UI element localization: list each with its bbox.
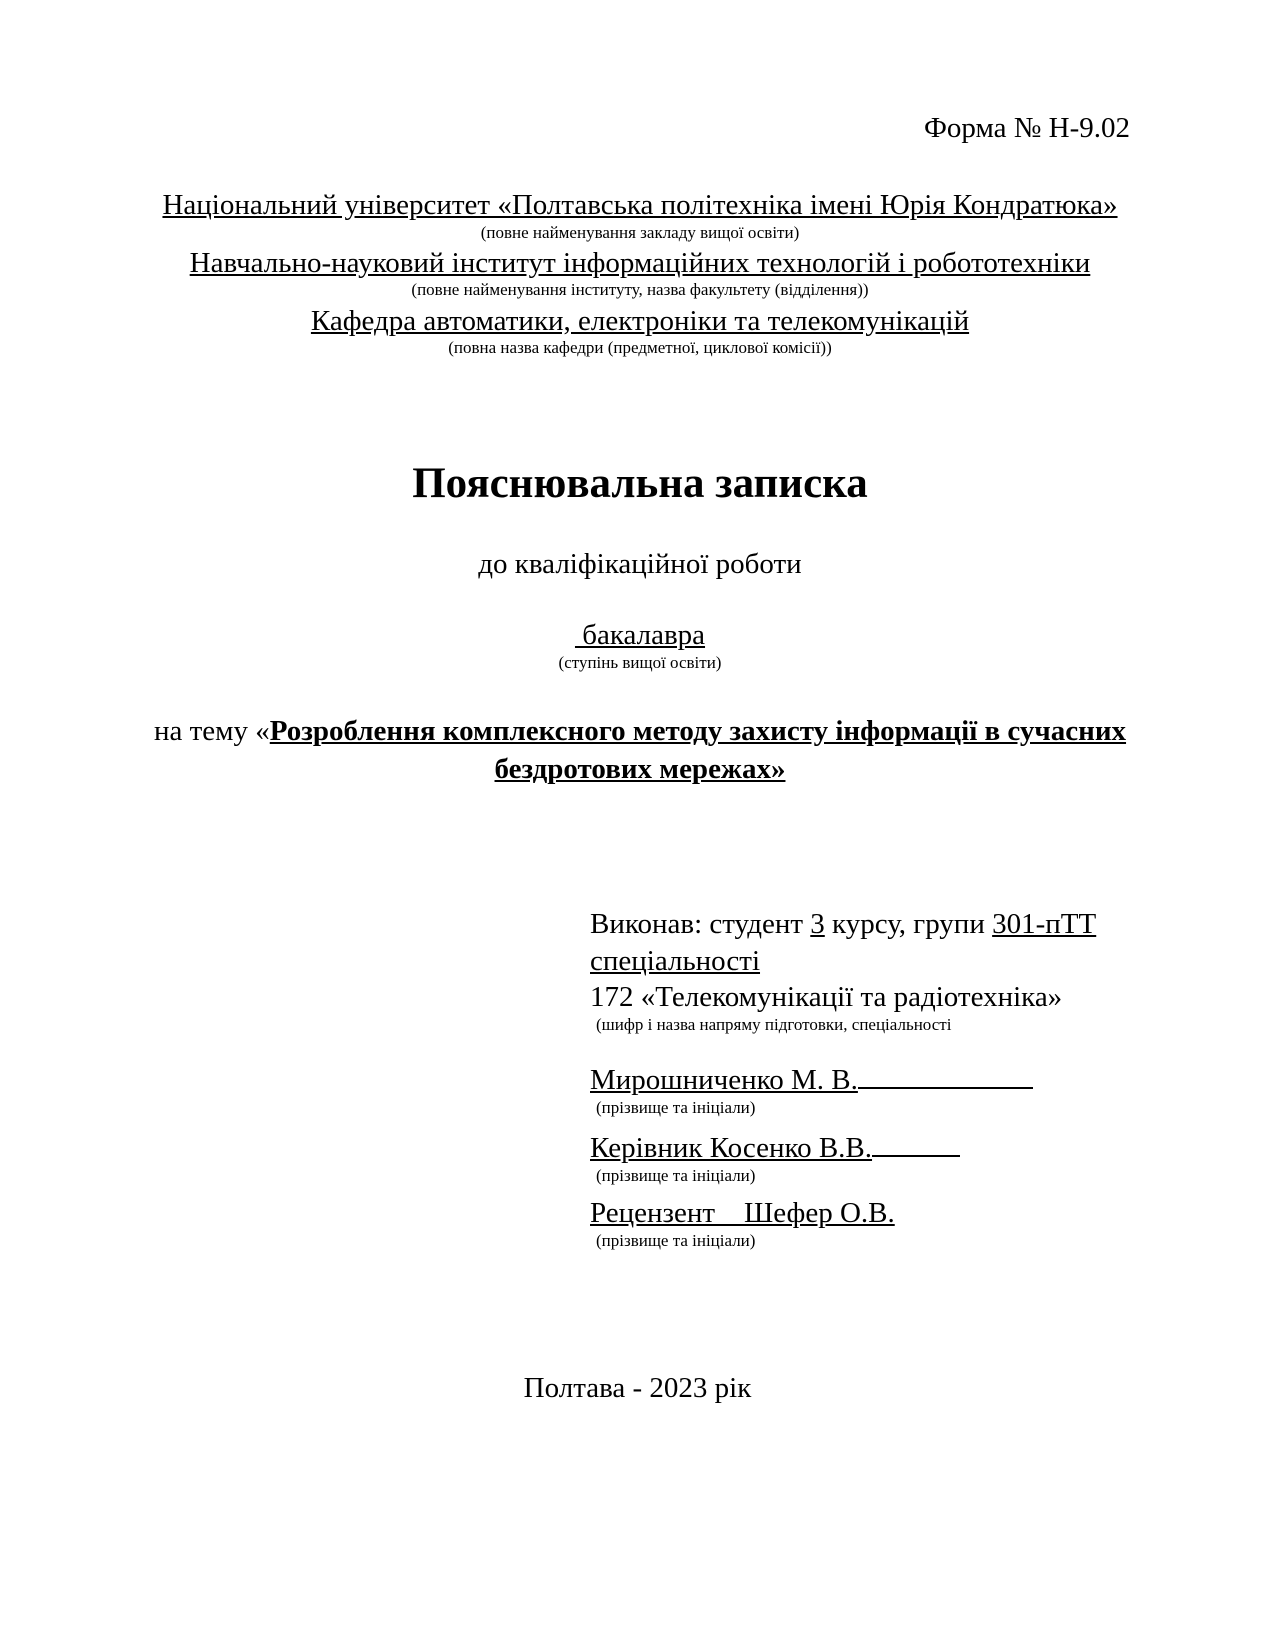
theme-line [150,713,1130,788]
city-year: Полтава - 2023 рік [523,1372,752,1404]
student-line [590,1058,1130,1098]
specialty-caption: (шифр і назва напряму підготовки, спеціальності [596,1015,952,1035]
department-caption: (повна назва кафедри (предметної, циклової комісії)) [448,338,832,358]
degree-value: бакалавра [574,619,706,652]
theme-text: Розроблення комплексного методу захисту інформації в сучасних бездротових мережах» [269,715,1127,785]
degree-caption: (ступінь вищої освіти) [558,652,722,672]
institute-caption: (повне найменування інституту, назва факультету (відділення)) [411,280,869,300]
degree-line [150,619,1130,652]
supervisor-caption: (прізвище та ініціали) [596,1166,756,1186]
supervisor-signature-line [872,1126,960,1157]
reviewer-name: Рецензент Шефер О.В. [590,1196,895,1229]
specialty-label-line [590,943,1130,979]
performed-line [590,906,1130,942]
student-name: Мирошниченко М. В. [590,1063,858,1096]
university-name: Національний університет «Полтавська політехніка імені Юрія Кондратюка» [162,189,1118,222]
reviewer-line [590,1195,1130,1231]
reviewer-caption: (прізвище та ініціали) [596,1231,756,1251]
performed-mid: курсу, групи [824,908,993,941]
supervisor-line [590,1126,1130,1166]
executor-block [590,906,1130,1251]
group-number: 301-пТТ [992,908,1097,941]
institute-name: Навчально-науковий інститут інформаційних технологій і робототехніки [189,247,1091,280]
course-number: 3 [810,908,825,941]
supervisor-name: Керівник Косенко В.В. [590,1132,873,1165]
specialty-line: 172 «Телекомунікації та радіотехніка» [590,980,1063,1013]
form-number: Форма № Н-9.02 [923,112,1130,144]
specialty-label: спеціальності [590,944,761,977]
department-name: Кафедра автоматики, електроніки та телекомунікацій [310,304,970,337]
performed-prefix: Виконав: студент [590,908,811,941]
student-caption: (прізвище та ініціали) [596,1097,756,1117]
document-subtitle: до кваліфікаційної роботи [478,547,802,580]
theme-prefix: на тему « [153,715,270,748]
names-block [590,1058,1130,1252]
student-signature-line [858,1058,1033,1089]
university-caption: (повне найменування закладу вищої освіти) [480,222,800,242]
document-title: Пояснювальна записка [412,459,868,507]
